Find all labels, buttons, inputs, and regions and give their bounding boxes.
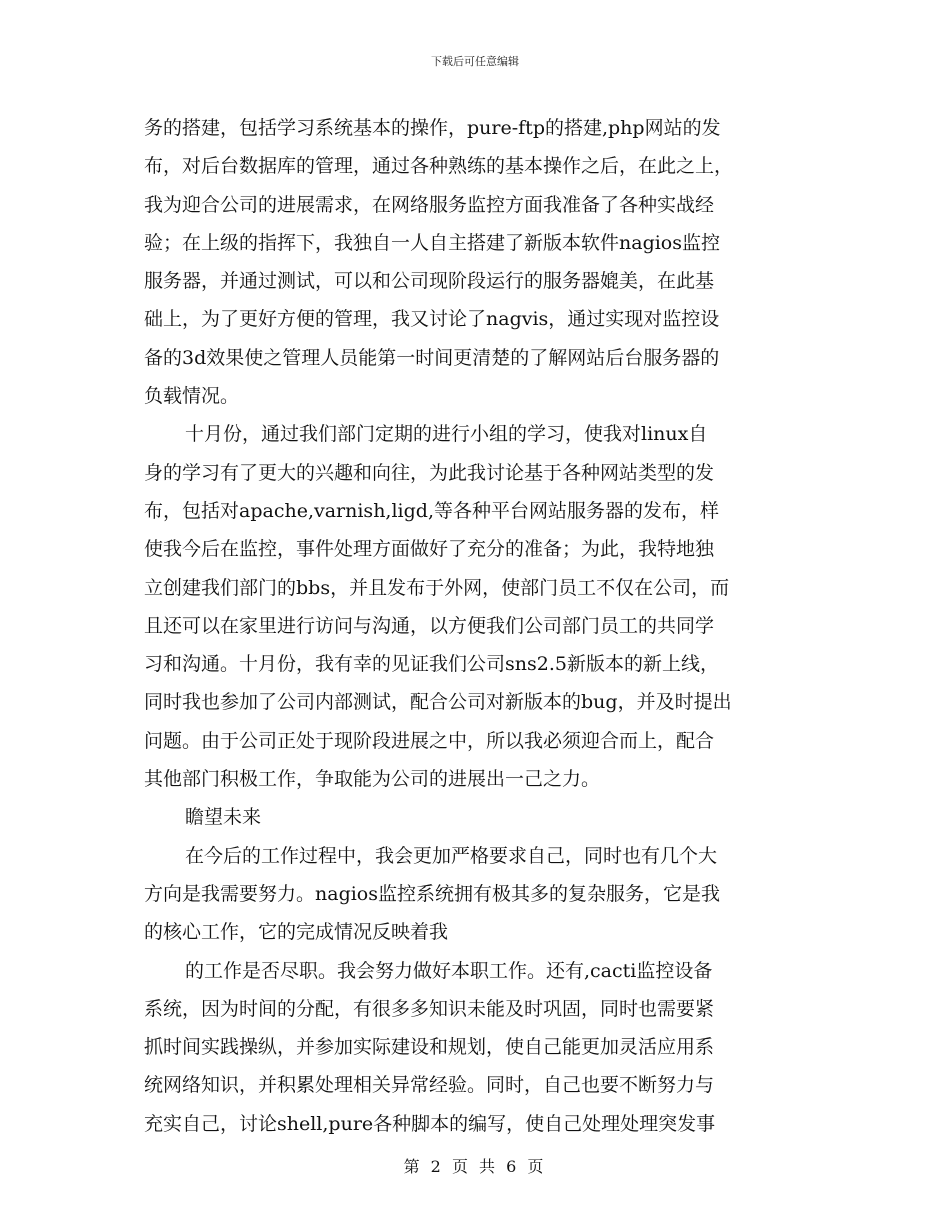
text-line: 充实自己，讨论shell,pure各种脚本的编写，使自己处理处理突发事 — [144, 1112, 716, 1135]
text-line: 服务器，并通过测试，可以和公司现阶段运行的服务器媲美，在此基 — [144, 270, 715, 293]
document-body — [144, 109, 819, 1143]
text-line: 抓时间实践操纵，并参加实际建设和规划，使自己能更加灵活应用系 — [144, 1036, 715, 1059]
text-line: 务的搭建，包括学习系统基本的操作，pure-ftp的搭建,php网站的发 — [144, 117, 721, 139]
text-line: 我为迎合公司的进展需求，在网络服务监控方面我准备了各种实战经 — [144, 193, 715, 216]
text-line: 布，对后台数据库的管理，通过各种熟练的基本操作之后，在此之上， — [144, 155, 734, 178]
text-line: 验；在上级的指挥下，我独自一人自主搭建了新版本软件nagios监控 — [144, 231, 720, 254]
text-line: 且还可以在家里进行访问与沟通，以方便我们公司部门员工的共同学 — [144, 614, 715, 637]
text-line: 础上，为了更好方便的管理，我又讨论了nagvis，通过实现对监控设 — [144, 308, 720, 331]
text-line: 方向是我需要努力。nagios监控系统拥有极其多的复杂服务，它是我 — [144, 882, 720, 905]
text-line: 同时我也参加了公司内部测试，配合公司对新版本的bug，并及时提出 — [144, 691, 732, 714]
text-line: 的工作是否尽职。我会努力做好本职工作。还有,cacti监控设备 — [185, 959, 713, 982]
text-line: 使我今后在监控，事件处理方面做好了充分的准备；为此，我特地独 — [144, 538, 715, 561]
text-line: 十月份，通过我们部门定期的进行小组的学习，使我对linux自 — [185, 423, 708, 446]
text-line: 习和沟通。十月份，我有幸的见证我们公司sns2.5新版本的新上线， — [144, 653, 719, 676]
page-footer: 第 2 页 共 6 页 — [403, 1157, 547, 1176]
text-line: 备的3d效果使之管理人员能第一时间更清楚的了解网站后台服务器的 — [144, 346, 720, 369]
text-line: 其他部门积极工作，争取能为公司的进展出一己之力。 — [144, 768, 601, 791]
text-line: 统网络知识，并积累处理相关异常经验。同时，自己也要不断努力与 — [144, 1074, 715, 1097]
text-line: 立创建我们部门的bbs，并且发布于外网，使部门员工不仅在公司，而 — [144, 576, 730, 599]
text-line: 瞻望未来 — [185, 806, 262, 829]
text-line: 布，包括对apache,varnish,ligd,等各种平台网站服务器的发布，样 — [144, 499, 719, 522]
page-header: 下载后可任意编辑 — [431, 55, 519, 68]
text-line: 系统，因为时间的分配，有很多多知识未能及时巩固，同时也需要紧 — [144, 997, 715, 1020]
text-line: 在今后的工作过程中，我会更加严格要求自己，同时也有几个大 — [185, 844, 718, 867]
text-line: 问题。由于公司正处于现阶段进展之中，所以我必须迎合而上，配合 — [144, 729, 715, 752]
text-line: 的核心工作，它的完成情况反映着我 — [144, 921, 449, 944]
text-line: 负载情况。 — [144, 385, 240, 408]
text-line: 身的学习有了更大的兴趣和向往，为此我讨论基于各种网站类型的发 — [144, 461, 715, 484]
